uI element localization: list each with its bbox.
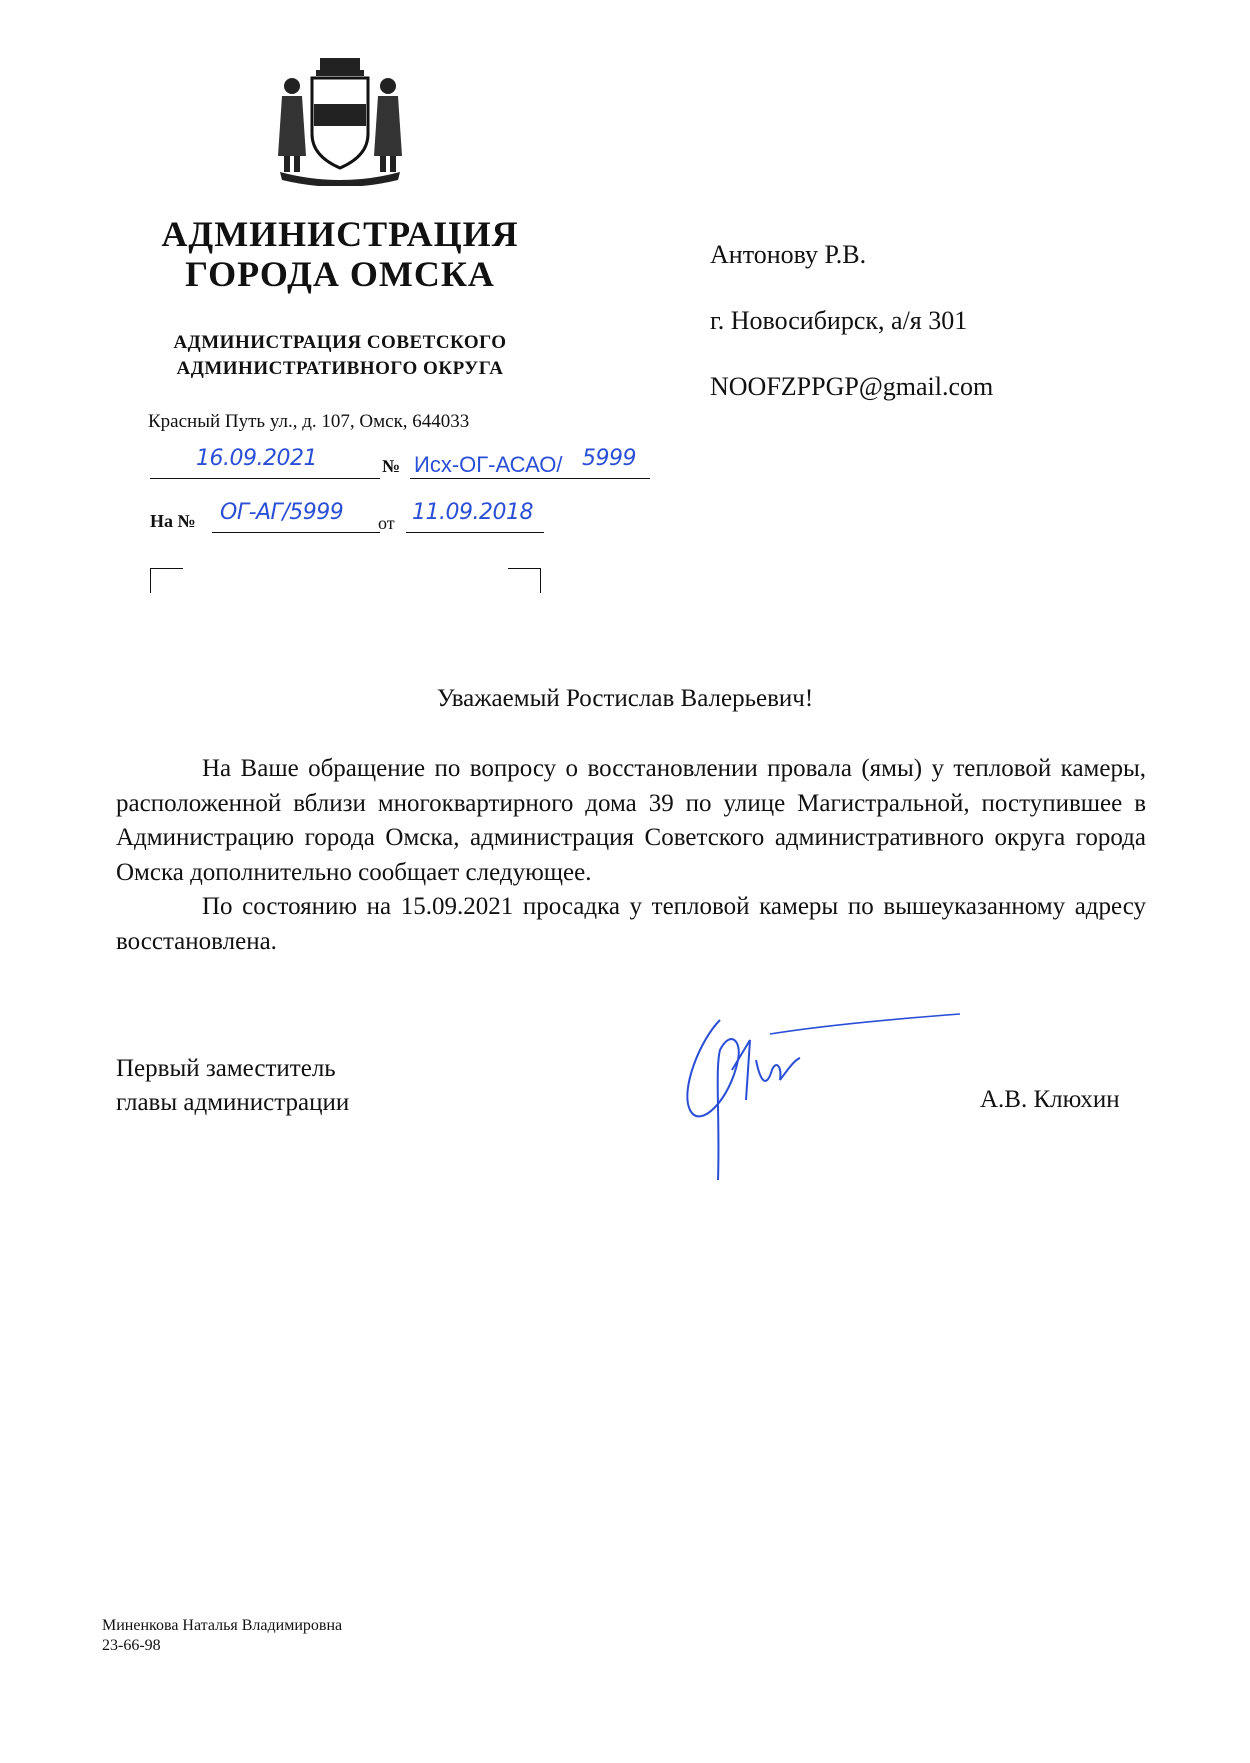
paragraph-1: На Ваше обращение по вопросу о восстановлении провала (ямы) у тепловой камеры, расположенной вблизи многоквартирного дома 39 по улице Магистральной, поступившее в Администрацию города Омска, администрация Советского административного округа города Омска дополнительно сообщает следующее. <box>116 755 1146 886</box>
signatory-title-line2: главы администрации <box>116 1089 350 1116</box>
organization-address: Красный Путь ул., д. 107, Омск, 644033 <box>148 411 470 432</box>
executor-name: Миненкова Наталья Владимировна <box>102 1617 343 1634</box>
in-reply-number-line <box>212 532 380 533</box>
out-number-label: № <box>382 456 401 476</box>
in-reply-date: 11.09.2018 <box>412 500 533 525</box>
addressee-block <box>710 238 1190 436</box>
addressee-email: NOOFZPPGP@gmail.com <box>710 372 994 401</box>
org-sub-line1: АДМИНИСТРАЦИЯ СОВЕТСКОГО <box>173 332 507 353</box>
coat-of-arms-icon <box>270 56 410 186</box>
from-label: от <box>378 513 395 533</box>
addressee-name: Антонову Р.В. <box>710 240 867 269</box>
in-reply-label: На № <box>150 511 196 531</box>
organization-subtitle <box>130 330 550 382</box>
bracket-left <box>150 568 183 593</box>
out-date: 16.09.2021 <box>196 446 317 471</box>
in-reply-date-line <box>406 532 544 533</box>
letter-body <box>116 752 1146 959</box>
executor-info <box>102 1616 502 1656</box>
out-number-line <box>410 478 650 479</box>
out-date-line <box>150 478 380 479</box>
org-title-line1: АДМИНИСТРАЦИЯ <box>161 214 519 254</box>
signatory-name: А.В. Клюхин <box>980 1086 1120 1113</box>
executor-phone: 23-66-98 <box>102 1637 161 1654</box>
out-number-stamp: Исх-ОГ-АСАО/ <box>414 452 563 477</box>
organization-title <box>130 214 550 294</box>
bracket-right <box>508 568 541 593</box>
handwritten-signature-icon <box>660 1000 980 1200</box>
out-number-handwritten: 5999 <box>582 446 636 471</box>
paragraph-2: По состоянию на 15.09.2021 просадка у тепловой камеры по вышеуказанному адресу восстановлена. <box>116 893 1146 955</box>
in-reply-number: ОГ-АГ/5999 <box>220 500 344 525</box>
signatory-title <box>116 1052 516 1120</box>
org-title-line2: ГОРОДА ОМСКА <box>185 254 495 294</box>
greeting: Уважаемый Ростислав Валерьевич! <box>436 685 814 712</box>
signatory-title-line1: Первый заместитель <box>116 1055 336 1082</box>
addressee-city: г. Новосибирск, а/я 301 <box>710 306 968 335</box>
org-sub-line2: АДМИНИСТРАТИВНОГО ОКРУГА <box>176 358 504 379</box>
